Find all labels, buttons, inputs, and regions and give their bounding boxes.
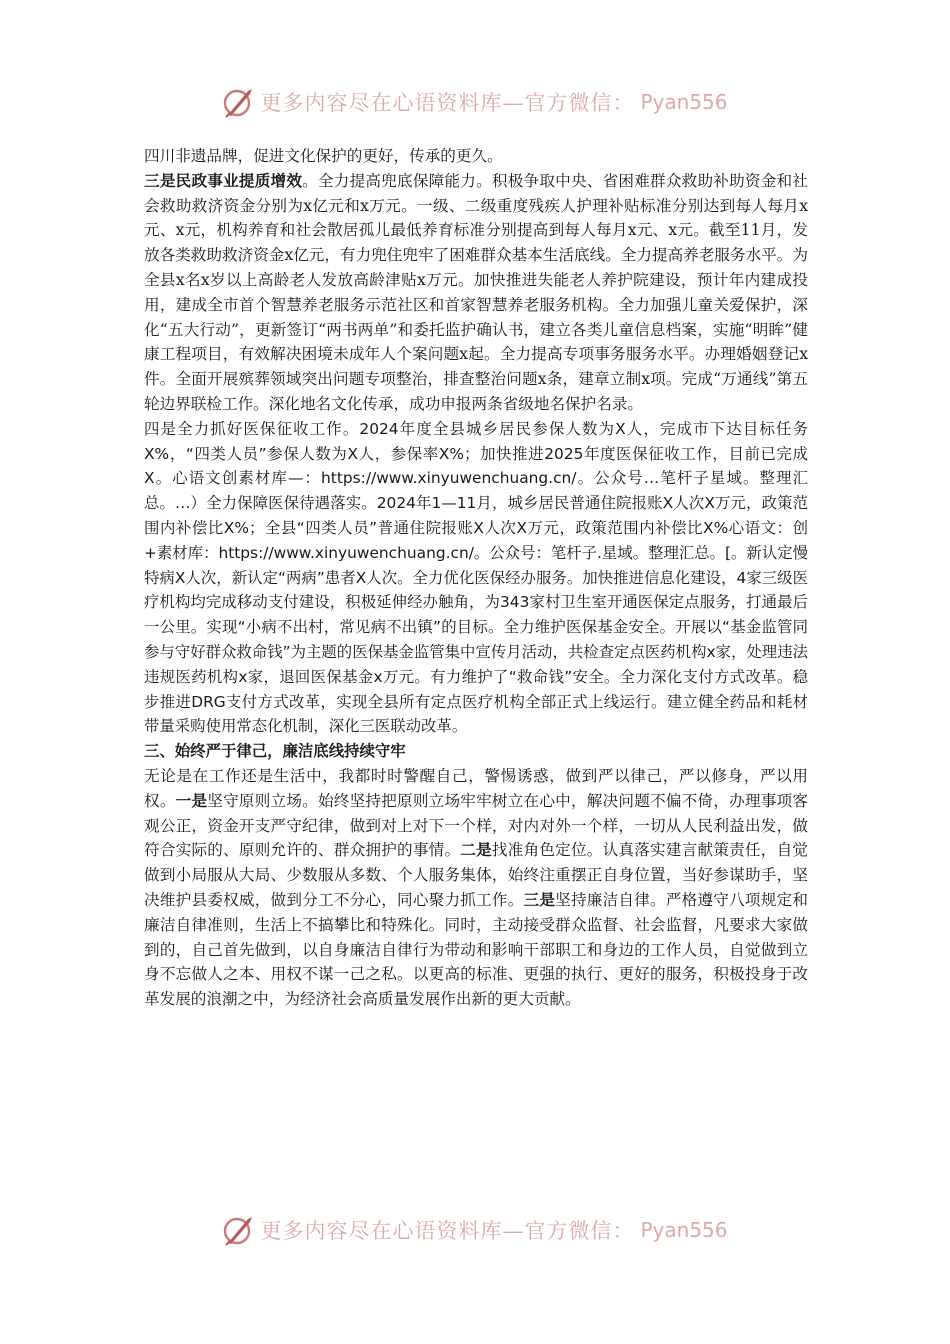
banner-text: 更多内容尽在心语资料库—官方微信：	[260, 91, 635, 115]
header-banner	[0, 82, 950, 122]
paragraph-intro: 四川非遗品牌，促进文化保护的更好，传承的更久。	[144, 147, 503, 165]
footer-banner	[0, 1210, 950, 1250]
paragraph-civil-affairs	[144, 169, 808, 417]
quill-logo-icon	[222, 85, 256, 119]
discipline-intro: 无论是在工作还是生活中，我都时时警醒自己，警惕诱惑，做到严以律己，严以修身，严以用权。	[144, 766, 808, 810]
document-body	[144, 144, 808, 1012]
banner-wechat-id: Pyan556	[640, 1218, 728, 1242]
point-three-text: 坚持廉洁自律。严格遵守八项规定和廉洁自律准则，生活上不搞攀比和特殊化。同时，主动接受群众监督、社会监督，凡要求大家做到的，自己首先做到，以自身廉洁自律行为带动和影响干部职工和身边的工作人员，自觉做到立身不忘做人之本、用权不谋一己之私。以更高的标准、更强的执行、更好的服务，积极投身于改革发展的浪潮之中，为经济社会高质量发展作出新的更大贡献。	[144, 890, 808, 1009]
paragraph-discipline	[144, 764, 808, 1012]
paragraph-medical-insurance: 四是全力抓好医保征收工作。2024年度全县城乡居民参保人数为X人，完成市下达目标任务X%，“四类人员”参保人数为X人，参保率X%；加快推进2025年度医保征收工作，目前已完成X。心语文创素材库—：https://www.xinyuwenchuang.cn/。公众号…笔杆子星域。整理汇总。…）全力保障医保待遇落实。2024年1—11月，城乡居民普通住院报账X人次X万元，政策范围内补偿比X%；全县“四类人员”普通住院报账X人次X万元，政策范围内补偿比X%心语文：创+素材库：https://www.xinyuwenchuang.cn/。公众号：笔杆子.星域。整理汇总。[。新认定慢特病X人次，新认定“两病”患者X人次。全力优化医保经办服务。加快推进信息化建设，4家三级医疗机构均完成移动支付建设，积极延伸经办触角，为343家村卫生室开通医保定点服务，打通最后一公里。实现“小病不出村，常见病不出镇”的目标。全力维护医保基金安全。开展以“基金监管同参与守好群众救命钱”为主题的医保基金监管集中宣传月活动，共检查定点医药机构x家，处理违法违规医药机构x家，退回医保基金x万元。有力维护了“救命钱”安全。全力深化支付方式改革。稳步推进DRG支付方式改革，实现全县所有定点医疗机构全部正式上线运行。建立健全药品和耗材带量采购使用常态化机制，深化三医联动改革。	[144, 419, 808, 736]
banner-text: 更多内容尽在心语资料库—官方微信：	[260, 1219, 635, 1243]
point-one-text: 坚守原则立场。始终坚持把原则立场牢牢树立在心中，解决问题不偏不倚，办理事项客观公正，资金开支严守纪律，做到对上对下一个样，对内对外一个样，一切从人民利益出发，做符合实际的、原则允许的、群众拥护的事情。	[144, 791, 808, 860]
point-two-marker: 二是	[460, 840, 492, 860]
quill-logo-icon	[222, 1213, 256, 1247]
point-two-text: 找准角色定位。认真落实建言献策责任，自觉做到小局服从大局、少数服从多数、个人服务集体，始终注重摆正自身位置，当好参谋助手，坚决维护县委权威，做到分工不分心，同心聚力抓工作。	[144, 841, 808, 909]
point-one-marker: 一是	[175, 790, 208, 810]
civil-affairs-lead: 三是民政事业提质增效	[144, 170, 303, 190]
civil-affairs-body: 。全力提高兜底保障能力。积极争取中央、省困难群众救助补助资金和社会救助救济资金分别为x亿元和x万元。一级、二级重度残疾人护理补贴标准分别达到每人每月x元、x元，机构养育和社会散居孤儿最低养育标准分别提高到每人每月x元、x元。截至11月，发放各类救助救济资金x亿元，有力兜住兜牢了困难群众基本生活底线。全力提高养老服务水平。为全县x名x岁以上高龄老人发放高龄津贴x万元。加快推进失能老人养护院建设，预计年内建成投用，建成全市首个智慧养老服务示范社区和首家智慧养老服务机构。全力加强儿童关爱保护，深化“五大行动”，更新签订“两书两单”和委托监护确认书，建立各类儿童信息档案，实施“明眸”健康工程项目，有效解决困境未成年人个案问题x起。全力提高专项事务服务水平。办理婚姻登记x件。全面开展殡葬领域突出问题专项整治，排查整治问题x条，建章立制x项。完成“万通线”第五轮边界联检工作。深化地名文化传承，成功申报两条省级地名保护名录。	[144, 171, 808, 413]
section-heading-3: 三、始终严于律己，廉洁底线持续守牢	[144, 742, 406, 761]
banner-wechat-id: Pyan556	[640, 90, 728, 114]
point-three-marker: 三是	[523, 889, 556, 909]
